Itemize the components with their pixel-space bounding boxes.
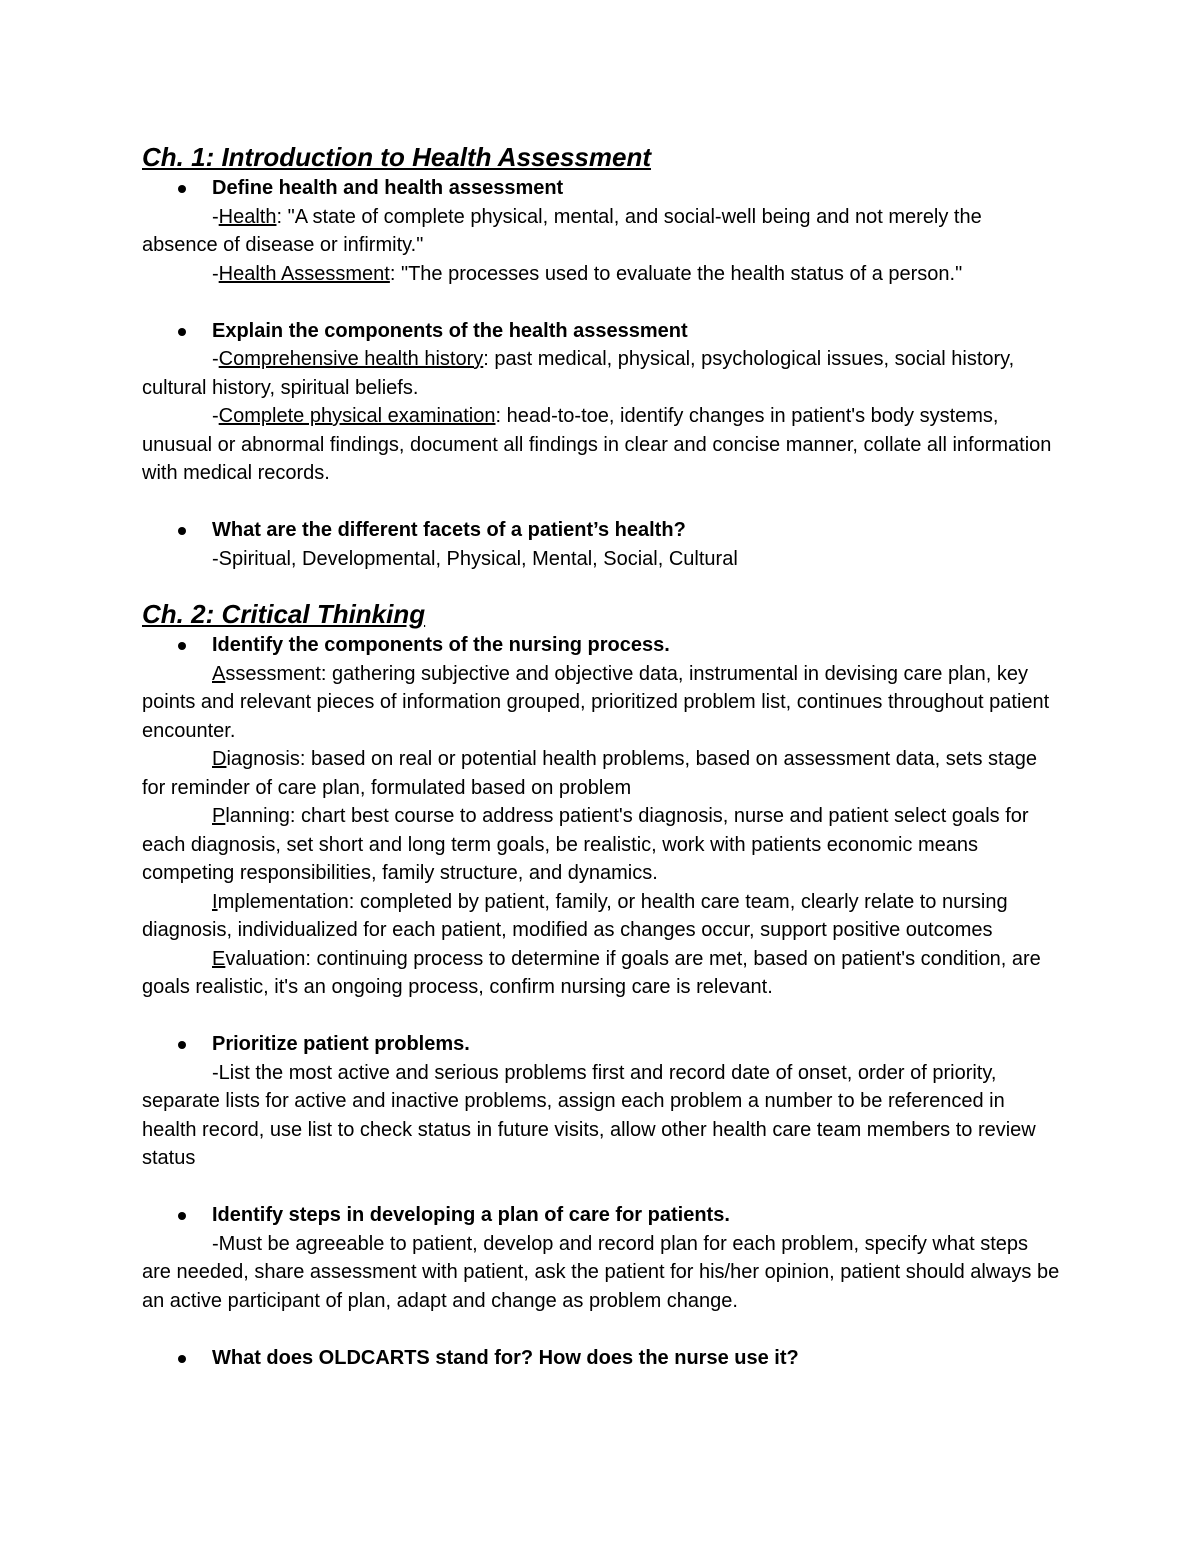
question-heading [142, 631, 1062, 660]
definition-health-assessment: -Health Assessment: "The processes used to evaluate the health status of a person." [212, 262, 963, 285]
heading-text: Explain the components of the health assessment [212, 319, 688, 342]
ch2-question-1 [142, 631, 1062, 1002]
step-planning: Planning: chart best course to address patient's diagnosis, nurse and patient select goals for each diagnosis, set short and long term goals, be realistic, work with patients economic means competing responsibilities, family structure, and dynamics. [142, 805, 1029, 884]
ch1-question-3 [142, 516, 1062, 573]
component-health-history: -Comprehensive health history: past medical, physical, psychological issues, social history, cultural history, spiritual beliefs. [142, 348, 1015, 399]
heading-text: Identify steps in developing a plan of care for patients. [212, 1204, 730, 1226]
facets-answer: -Spiritual, Developmental, Physical, Mental, Social, Cultural [212, 547, 738, 570]
term-health: Health [218, 205, 277, 228]
bullet-icon [178, 328, 186, 336]
heading-text: What are the different facets of a patient’s health? [212, 519, 686, 541]
step-implementation: Implementation: completed by patient, family, or health care team, clearly relate to nursing diagnosis, individualized for each patient, modified as changes occur, support positive outcomes [142, 890, 1008, 941]
bullet-icon [178, 1041, 186, 1049]
ch1-question-2 [142, 317, 1062, 488]
document-body [142, 140, 1062, 1372]
bullet-icon [178, 1355, 186, 1363]
plan-of-care-answer: -Must be agreeable to patient, develop and record plan for each problem, specify what steps are needed, share assessment with patient, ask the patient for his/her opinion, patient should always be an active participant of plan, adapt and change as problem change. [142, 1232, 1060, 1312]
step-diagnosis: Diagnosis: based on real or potential health problems, based on assessment data, sets stage for reminder of care plan, formulated based on problem [142, 748, 1037, 799]
ch2-question-3 [142, 1201, 1062, 1315]
question-heading [142, 1030, 1062, 1059]
question-heading [142, 1344, 1062, 1373]
ch1-question-1 [142, 174, 1062, 288]
step-evaluation: Evaluation: continuing process to determine if goals are met, based on patient's condition, are goals realistic, it's an ongoing process, confirm nursing care is relevant. [142, 947, 1041, 998]
heading-text: What does OLDCARTS stand for? How does the nurse use it? [212, 1346, 799, 1369]
step-assessment: Assessment: gathering subjective and objective data, instrumental in devising care plan, key points and relevant pieces of information grouped, prioritized problem list, continues throughout patient encounter. [142, 662, 1050, 742]
question-heading [142, 174, 1062, 203]
question-heading [142, 516, 1062, 545]
term-health-history: Comprehensive health history [218, 348, 484, 370]
bullet-icon [178, 185, 186, 193]
ch2-question-4 [142, 1344, 1062, 1373]
ch2-question-2 [142, 1030, 1062, 1173]
chapter-2-title: Ch. 2: Critical Thinking [142, 599, 426, 629]
bullet-icon [178, 642, 186, 650]
heading-text: Identify the components of the nursing process. [212, 634, 670, 656]
bullet-icon [178, 527, 186, 535]
question-heading [142, 317, 1062, 346]
definition-health: -Health: "A state of complete physical, mental, and social-well being and not merely the absence of disease or infirmity." [142, 205, 982, 256]
component-physical-exam: -Complete physical examination: head-to-toe, identify changes in patient's body systems, unusual or abnormal findings, document all findings in clear and concise manner, collate all information with medical records. [142, 405, 1052, 484]
term-health-assessment: Health Assessment [218, 262, 390, 285]
question-heading [142, 1201, 1062, 1230]
heading-text: Define health and health assessment [212, 177, 564, 199]
chapter-1-title: Ch. 1: Introduction to Health Assessment [142, 142, 651, 172]
term-physical-exam: Complete physical examination [218, 405, 496, 427]
prioritize-answer: -List the most active and serious problems first and record date of onset, order of priority, separate lists for active and inactive problems, assign each problem a number to be referenced in health record, use list to check status in future visits, allow other health care team members to review status [142, 1061, 1036, 1169]
bullet-icon [178, 1212, 186, 1220]
heading-text: Prioritize patient problems. [212, 1033, 470, 1055]
